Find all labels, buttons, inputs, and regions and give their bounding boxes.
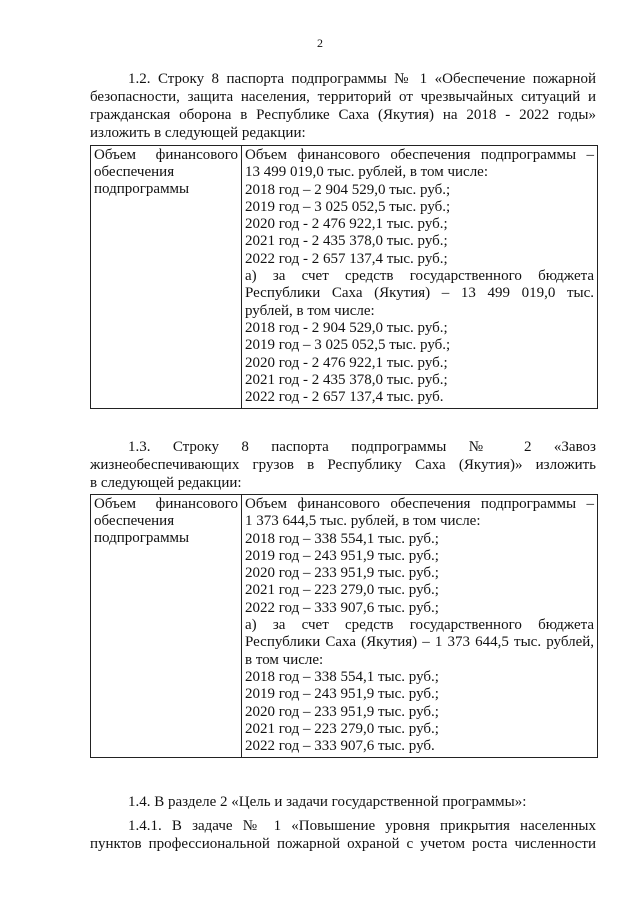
value-line: 2019 год – 243 951,9 тыс. руб.;: [245, 547, 439, 564]
section-1-4-1-paragraph: [90, 817, 596, 853]
table-value-cell: [242, 146, 598, 409]
passport-table-subprogram-1: [90, 145, 598, 409]
value-line: 2019 год – 3 025 052,5 тыс. руб.;: [245, 337, 451, 354]
value-line: 2020 год – 233 951,9 тыс. руб.;: [245, 565, 439, 582]
value-line: 2019 год – 3 025 052,5 тыс. руб.;: [245, 198, 451, 215]
value-line: 2021 год – 223 279,0 тыс. руб.;: [245, 582, 439, 599]
value-line: Республики Саха (Якутия) – 13 499 019,0 тыс.: [245, 285, 594, 302]
value-line: Объем финансового обеспечения подпрограммы –: [245, 496, 594, 512]
value-line: в том числе:: [245, 651, 324, 668]
value-line: 2022 год – 333 907,6 тыс. руб.: [245, 738, 435, 755]
value-line: 2021 год – 223 279,0 тыс. руб.;: [245, 720, 439, 737]
paragraph-line: пунктов профессиональной пожарной охраной с учетом роста численности: [90, 836, 596, 852]
value-line: 2022 год – 333 907,6 тыс. руб.;: [245, 599, 439, 616]
page-number: 2: [317, 36, 323, 50]
paragraph-line: 1.3. Строку 8 паспорта подпрограммы № 2 «Завоз: [128, 439, 596, 455]
value-line: 2020 год - 2 476 922,1 тыс. руб.;: [245, 354, 448, 371]
value-line: 2018 год - 2 904 529,0 тыс. руб.;: [245, 319, 448, 336]
table-row: [91, 495, 598, 758]
value-line: рублей, в том числе:: [245, 302, 375, 319]
value-line: 2018 год – 338 554,1 тыс. руб.;: [245, 668, 439, 685]
label-line: Объем финансового: [94, 147, 238, 163]
value-line: 2019 год – 243 951,9 тыс. руб.;: [245, 686, 439, 703]
paragraph-line: изложить в следующей редакции:: [90, 125, 306, 141]
value-line: 1 373 644,5 тыс. рублей, в том числе:: [245, 513, 481, 530]
label-line: подпрограммы: [94, 181, 190, 197]
section-1-2-paragraph: [90, 70, 596, 142]
value-line: 2020 год - 2 476 922,1 тыс. руб.;: [245, 216, 448, 233]
value-line: 2018 год – 2 904 529,0 тыс. руб.;: [245, 181, 451, 198]
value-line: 2022 год - 2 657 137,4 тыс. руб.: [245, 389, 444, 406]
value-line: Объем финансового обеспечения подпрограммы –: [245, 147, 594, 163]
value-line: 2021 год - 2 435 378,0 тыс. руб.;: [245, 233, 448, 250]
paragraph-line: 1.2. Строку 8 паспорта подпрограммы № 1 «Обеспечение пожарной: [128, 71, 596, 87]
paragraph-line: гражданская оборона в Республике Саха (Якутия) на 2018 - 2022 годы»: [90, 107, 596, 123]
value-line: Республики Саха (Якутия) – 1 373 644,5 тыс. рублей,: [245, 634, 594, 651]
section-1-3-paragraph: [90, 438, 596, 492]
table-value-cell: [242, 495, 598, 758]
table-row: [91, 146, 598, 409]
value-line: а) за счет средств государственного бюджета: [245, 268, 594, 285]
paragraph-line: безопасности, защита населения, территорий от чрезвычайных ситуаций и: [90, 89, 596, 105]
label-line: обеспечения: [94, 164, 175, 180]
value-line: 2020 год – 233 951,9 тыс. руб.;: [245, 703, 439, 720]
label-line: Объем финансового: [94, 496, 238, 512]
paragraph-line: в следующей редакции:: [90, 475, 242, 491]
table-label-cell: [91, 495, 242, 758]
paragraph-line: 1.4.1. В задаче № 1 «Повышение уровня прикрытия населенных: [128, 818, 596, 834]
paragraph-line: 1.4. В разделе 2 «Цель и задачи государственной программы»:: [128, 794, 527, 810]
section-1-4-paragraph: [90, 793, 596, 811]
passport-table-subprogram-2: [90, 494, 598, 758]
value-line: 2018 год – 338 554,1 тыс. руб.;: [245, 530, 439, 547]
value-line: 2022 год - 2 657 137,4 тыс. руб.;: [245, 250, 448, 267]
value-line: 13 499 019,0 тыс. рублей, в том числе:: [245, 164, 489, 181]
table-label-cell: [91, 146, 242, 409]
label-line: подпрограммы: [94, 530, 190, 546]
paragraph-line: жизнеобеспечивающих грузов в Республику Саха (Якутия)» изложить: [90, 457, 596, 473]
value-line: 2021 год - 2 435 378,0 тыс. руб.;: [245, 371, 448, 388]
value-line: а) за счет средств государственного бюджета: [245, 617, 594, 634]
label-line: обеспечения: [94, 513, 175, 529]
